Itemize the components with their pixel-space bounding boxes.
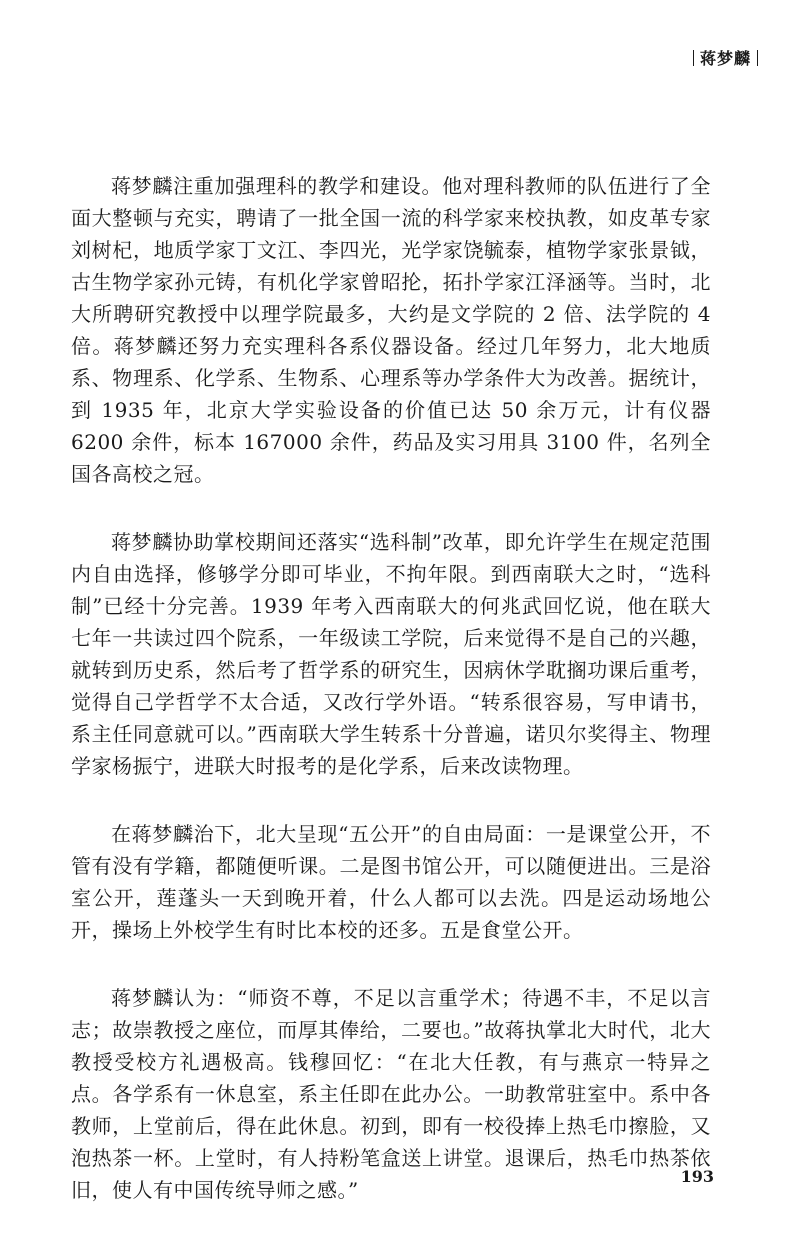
paragraph-course-selection: 蒋梦麟协助掌校期间还落实“选科制”改革，即允许学生在规定范围内自由选择，修够学分即可毕业，不拘年限。到西南联大之时，“选科制”已经十分完善。1939 年考入西南联大的何兆武回忆说，他在联大七年一共读过四个院系，一年级读工学院，后来觉得不是自己的兴趣，就转到历史系，然后考了哲学系的研究生，因病休学耽搁功课后重考，觉得自己学哲学不太合适，又改行学外语。“转系很容易，写申请书，系主任同意就可以。”西南联大学生转系十分普遍，诺贝尔奖得主、物理学家杨振宁，进联大时报考的是化学系，后来改读物理。 <box>71 530 711 778</box>
body-text <box>71 170 711 1242</box>
header-rule-right <box>757 50 758 66</box>
page-number: 193 <box>680 1167 714 1186</box>
paragraph-professor-treatment: 蒋梦麟认为：“师资不尊，不足以言重学术；待遇不丰，不足以言志；故崇教授之座位，而厚其俸给，二要也。”故蒋执掌北大时代，北大教授受校方礼遇极高。钱穆回忆：“在北大任教，有与燕京一特异之点。各学系有一休息室，系主任即在此办公。一助教常驻室中。系中各教师，上堂前后，得在此休息。初到，即有一校役捧上热毛巾擦脸，又泡热茶一杯。上堂时，有人持粉笔盒送上讲堂。退课后，热毛巾热茶依旧，使人有中国传统导师之感。” <box>71 986 711 1202</box>
running-title: 蒋梦麟 <box>699 49 751 68</box>
header-rule-left <box>693 50 694 66</box>
running-header <box>693 46 758 69</box>
paragraph-science-building: 蒋梦麟注重加强理科的教学和建设。他对理科教师的队伍进行了全面大整顿与充实，聘请了一批全国一流的科学家来校执教，如皮革专家刘树杞，地质学家丁文江、李四光，光学家饶毓泰，植物学家张景钺，古生物学家孙元铸，有机化学家曾昭抡，拓扑学家江泽涵等。当时，北大所聘研究教授中以理学院最多，大约是文学院的 2 倍、法学院的 4 倍。蒋梦麟还努力充实理科各系仪器设备。经过几年努力，北大地质系、物理系、化学系、生物系、心理系等办学条件大为改善。据统计，到 1935 年，北京大学实验设备的价值已达 50 余万元，计有仪器 6200 余件，标本 167000 余件，药品及实习用具 3100 件，名列全国各高校之冠。 <box>71 174 711 486</box>
paragraph-five-openings: 在蒋梦麟治下，北大呈现“五公开”的自由局面：一是课堂公开，不管有没有学籍，都随便听课。二是图书馆公开，可以随便进出。三是浴室公开，莲蓬头一天到晚开着，什么人都可以去洗。四是运动场地公开，操场上外校学生有时比本校的还多。五是食堂公开。 <box>71 822 711 942</box>
